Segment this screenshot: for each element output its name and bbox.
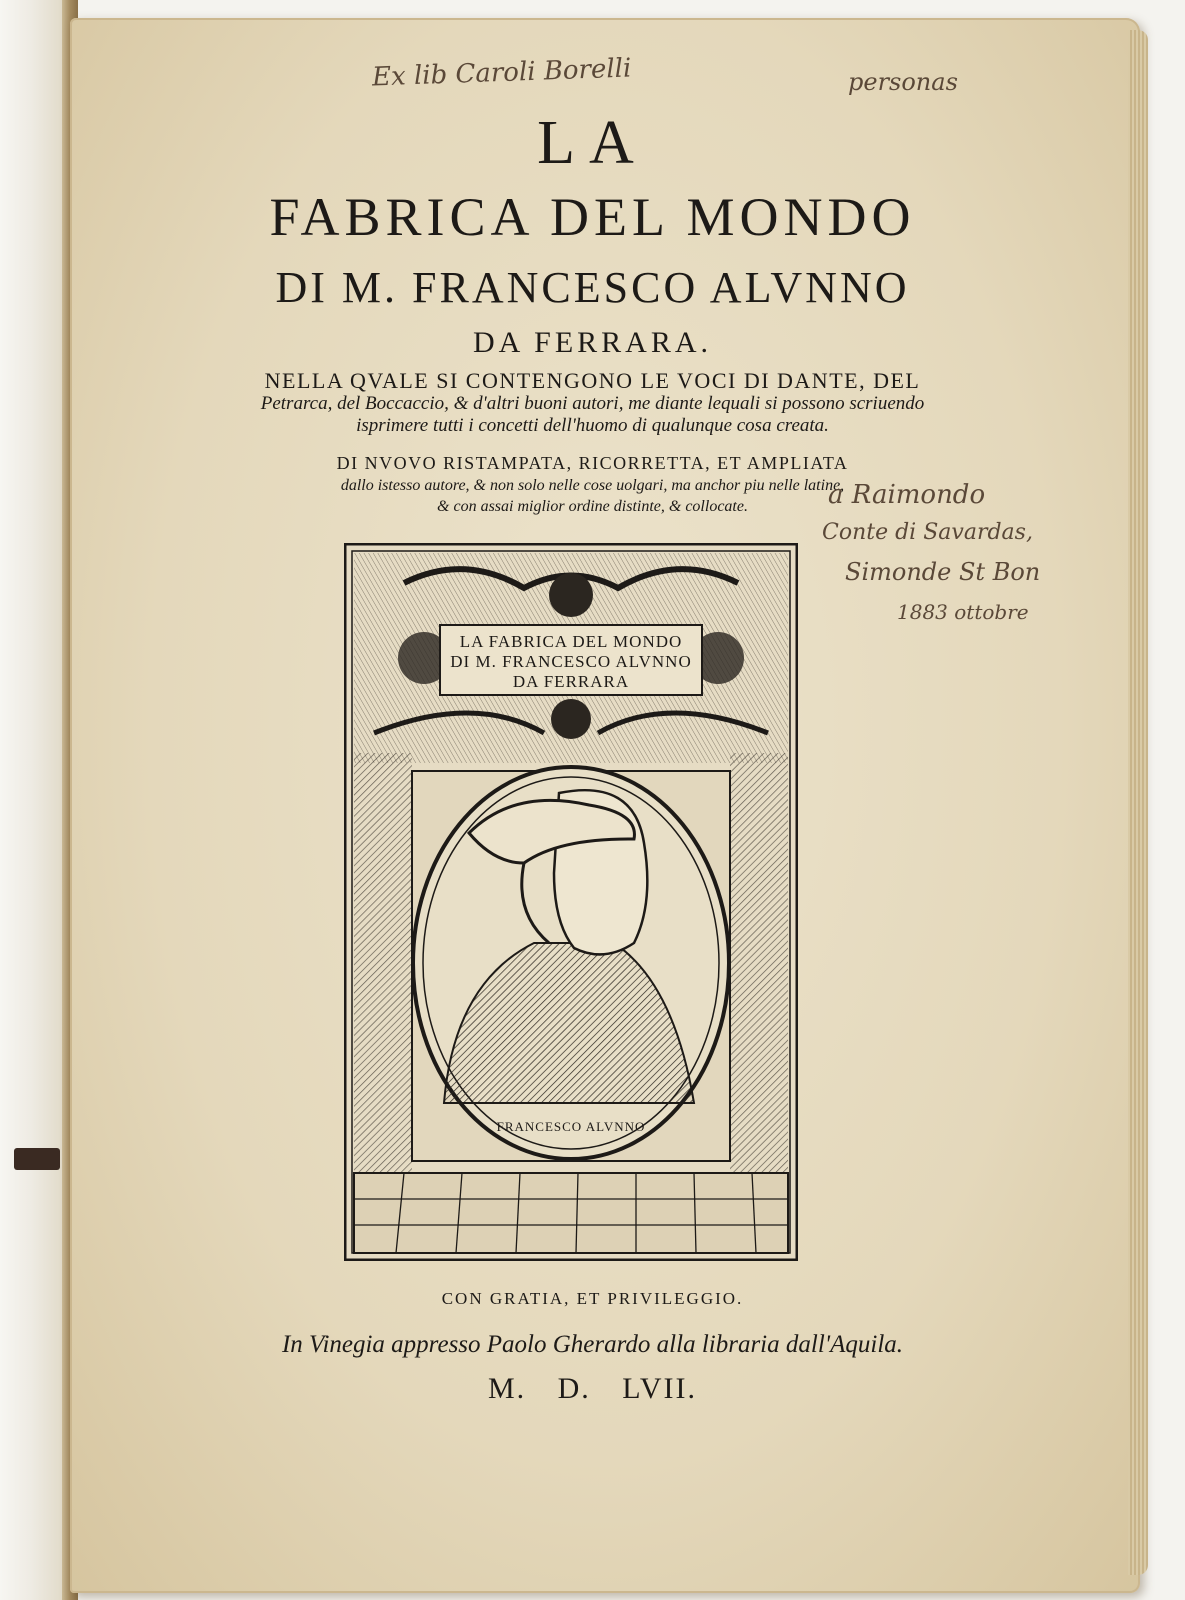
cartouche-line-3: DA FERRARA [512,672,630,691]
woodcut-portrait-frame [344,543,798,1261]
tiled-floor [354,1173,788,1253]
description-line-3: isprimere tutti i concetti dell'huomo di qualunque cosa creata. [356,415,829,436]
dedication-line-3: Simonde St Bon [845,558,1041,586]
binding-tie [14,1148,60,1170]
author-origin-line: DA FERRARA. [472,326,713,359]
privilege-line: CON GRATIA, ET PRIVILEGGIO. [441,1289,744,1308]
edition-line-2: dallo istesso autore, & non solo nelle cose uolgari, ma anchor piu nelle latine, [340,477,845,494]
portrait-inscription: FRANCESCO ALVNNO [496,1119,646,1134]
dedication-line-4: 1883 ottobre [897,600,1029,624]
edition-line-3: & con assai miglior ordine distinte, & collocate. [437,498,748,515]
cartouche-line-2: DI M. FRANCESCO ALVNNO [450,652,692,671]
ownership-inscription: Ex lib Caroli Borelli [371,53,632,93]
publication-date: M. D. LVII. [487,1372,698,1405]
dedication-line-1: a Raimondo [828,480,986,510]
description-line-2: Petrarca, del Boccaccio, & d'altri buoni autori, me diante lequali si possono scriuendo [260,393,925,414]
edition-line-1: DI NVOVO RISTAMPATA, RICORRETTA, ET AMPLIATA [336,453,849,473]
handwritten-note-top-right: personas [848,68,958,96]
cartouche-line-1: LA FABRICA DEL MONDO [459,632,683,651]
author-line: DI M. FRANCESCO ALVNNO [275,263,910,312]
title-line-fabrica: FABRICA DEL MONDO [269,187,916,247]
imprint-line: In Vinegia appresso Paolo Gherardo alla libraria dall'Aquila. [281,1331,904,1358]
title-line-la: LA [537,109,648,177]
dedication-line-2: Conte di Savardas, [822,520,1033,545]
description-line-1: NELLA QVALE SI CONTENGONO LE VOCI DI DANTE, DEL [264,368,921,393]
